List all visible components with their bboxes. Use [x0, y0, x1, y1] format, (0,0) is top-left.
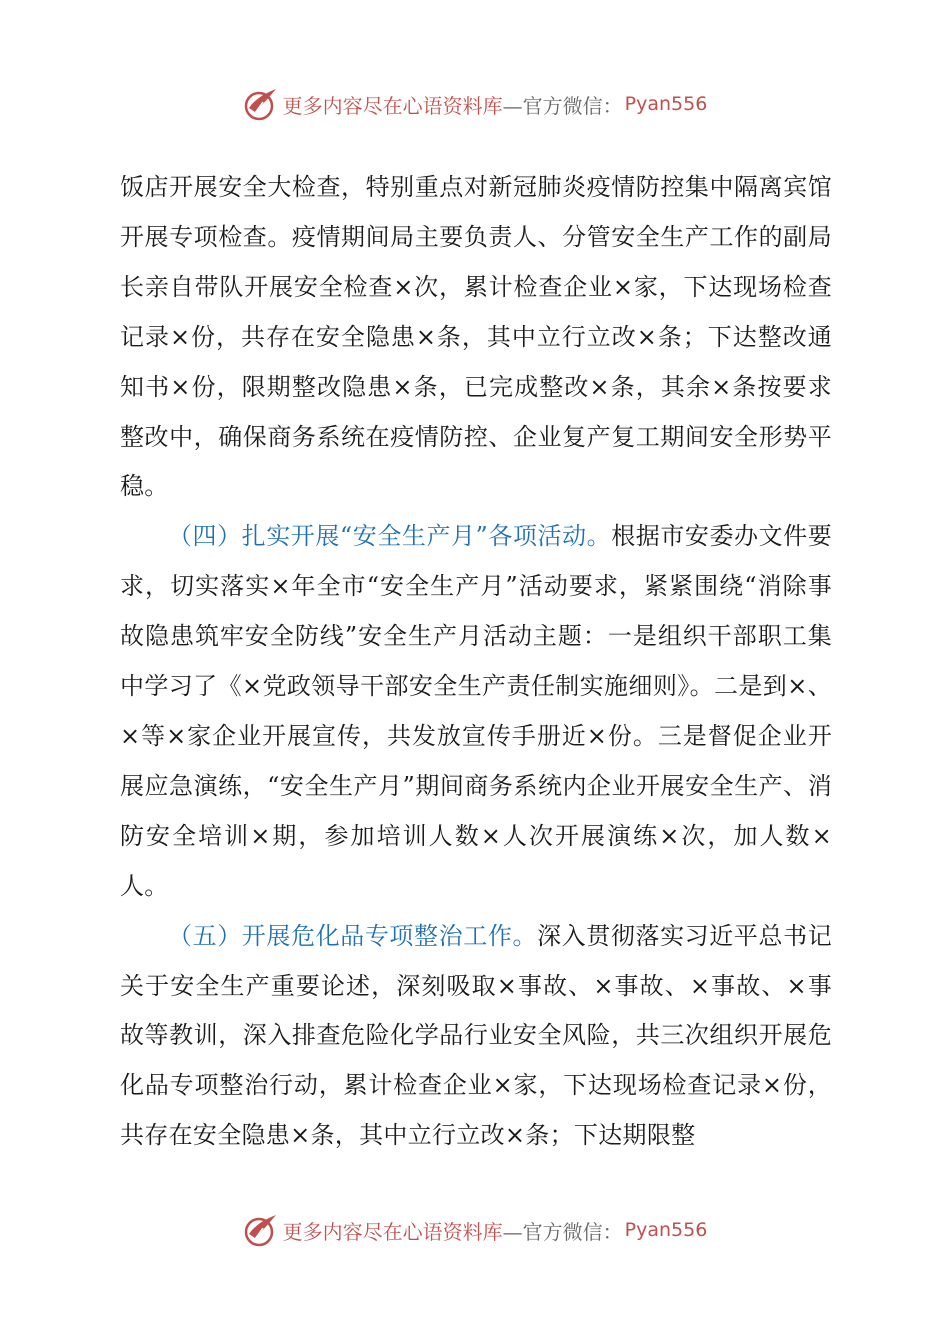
- section-heading-4: （四）扎实开展“安全生产月”各项活动。: [168, 522, 612, 551]
- paragraph-2-body: 根据市安委办文件要求，切实落实×年全市“安全生产月”活动要求，紧紧围绕“消除事故隐患筑牢安全防线”安全生产月活动主题：一是组织干部职工集中学习了《×党政领导干部安全生产责任制实施细则》。二是到×、×等×家企业开展宣传，共发放宣传手册近×份。三是督促企业开展应急演练，“安全生产月”期间商务系统内企业开展安全生产、消防安全培训×期，参加培训人数×人次开展演练×次，加人数×人。: [120, 522, 832, 900]
- section-heading-5: （五）开展危化品专项整治工作。: [168, 921, 538, 950]
- watermark-brand-text: 更多内容尽在心语资料库: [282, 93, 503, 118]
- quill-pen-logo-icon: [243, 1212, 279, 1248]
- watermark-banner-top: [0, 84, 950, 124]
- watermark-contact-label: —官方微信：: [502, 1219, 623, 1244]
- paragraph-3: [120, 912, 832, 1162]
- paragraph-2: [120, 512, 832, 911]
- paragraph-3-body: 深入贯彻落实习近平总书记关于安全生产重要论述，深刻吸取×事故、×事故、×事故、×事故等教训，深入排查危险化学品行业安全风险，共三次组织开展危化品专项整治行动，累计检查企业×家，下达现场检查记录×份，共存在安全隐患×条，其中立行立改×条；下达期限整: [120, 921, 832, 1150]
- watermark-wechat-handle: Pyan556: [624, 1219, 708, 1241]
- watermark-wechat-handle: Pyan556: [624, 93, 708, 115]
- watermark-contact-label: —官方微信：: [502, 93, 623, 118]
- quill-pen-logo-icon: [243, 86, 279, 122]
- document-body: [120, 163, 832, 1161]
- paragraph-1: 饭店开展安全大检查，特别重点对新冠肺炎疫情防控集中隔离宾馆开展专项检查。疫情期间局主要负责人、分管安全生产工作的副局长亲自带队开展安全检查×次，累计检查企业×家，下达现场检查记录×份，共存在安全隐患×条，其中立行立改×条；下达整改通知书×份，限期整改隐患×条，已完成整改×条，其余×条按要求整改中，确保商务系统在疫情防控、企业复产复工期间安全形势平稳。: [120, 173, 832, 501]
- watermark-banner-bottom: [0, 1210, 950, 1250]
- watermark-brand-text: 更多内容尽在心语资料库: [282, 1219, 503, 1244]
